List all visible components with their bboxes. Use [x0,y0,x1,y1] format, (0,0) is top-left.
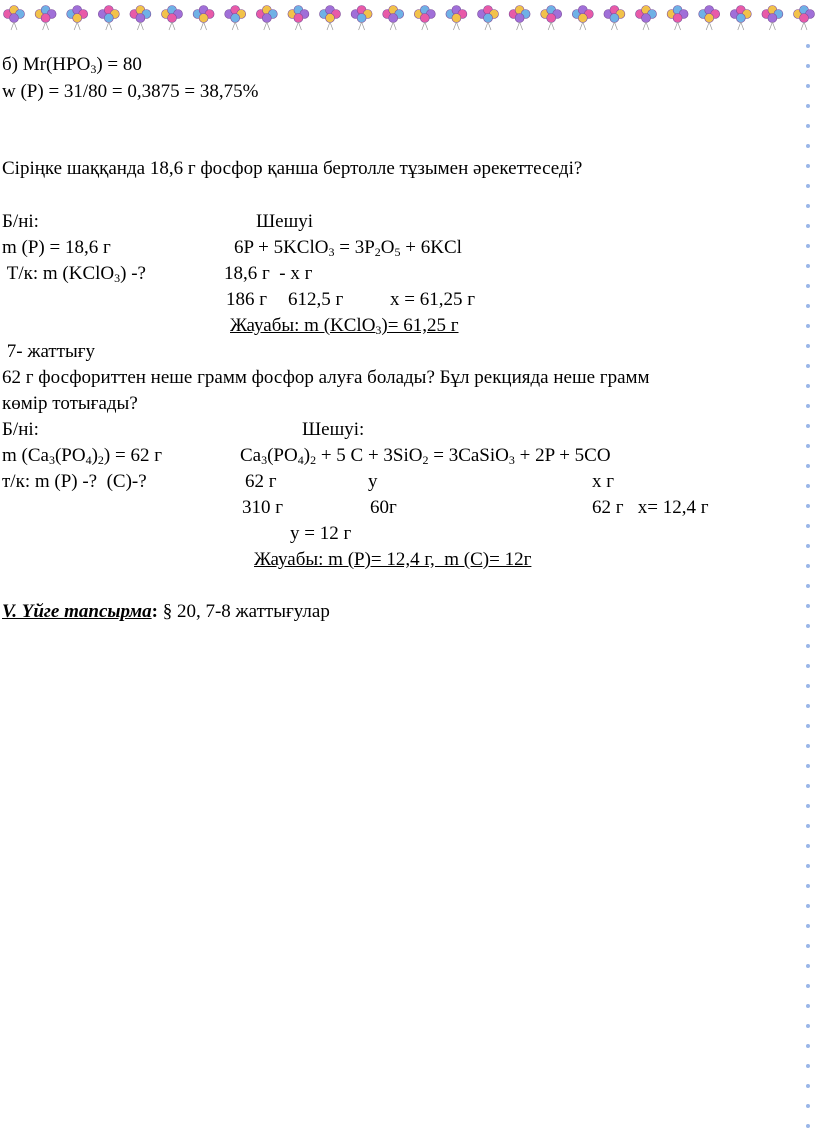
answer-2: Жауабы: m (P)= 12,4 г, m (C)= 12г [254,549,532,570]
calc2-row-1a: 62 г [245,471,277,492]
balloon-icon [351,6,372,31]
dot-icon [806,384,810,388]
dot-icon [806,804,810,808]
dot-icon [806,44,810,48]
dot-icon [806,164,810,168]
reaction-equation-2: $Ca_3(PO_4)_2 + 5$ C + 3SiO$_2$ = 3CaSiO$_3$ + 2P + 5CO [240,445,611,467]
dot-icon [806,264,810,268]
dot-icon [806,104,810,108]
dot-icon [806,1124,810,1128]
balloon-icon [162,6,183,31]
calc-row-2a: 186 г [226,289,268,310]
dot-icon [806,204,810,208]
find-value: Т/к: m (KClO$_3$) -? [2,263,146,285]
problem-2-question-l2: көмір тотығады? [2,393,138,414]
dot-icon [806,564,810,568]
solution-label-2: Шешуі: [302,419,365,440]
balloon-icon [478,6,499,31]
balloon-icon [509,6,530,31]
dot-icon [806,504,810,508]
balloon-icon [794,6,815,31]
balloon-icon [730,6,751,31]
dot-icon [806,704,810,708]
dot-icon [806,84,810,88]
dot-icon [806,1024,810,1028]
dot-icon [806,924,810,928]
balloon-icon [98,6,119,31]
balloon-icon [572,6,593,31]
balloon-icon [193,6,214,31]
balloon-icon [446,6,467,31]
dot-icon [806,144,810,148]
calc-row-2c: х = 61,25 г [390,289,476,310]
dot-icon [806,764,810,768]
balloon-icon [130,6,151,31]
dot-icon [806,824,810,828]
dot-icon [806,424,810,428]
dot-icon [806,604,810,608]
mass-fraction-line: w (P) = 31/80 = 0,3875 = 38,75% [2,81,259,102]
find-value-2: т/к: m (P) -? (C)-? [2,471,147,492]
reaction-equation: 6P + 5KClO$_3$ = $3P_2O_5 + 6KCl$ [234,237,462,259]
balloon-icon [604,6,625,31]
dot-icon [806,684,810,688]
balloon-icon [225,6,246,31]
dot-icon [806,444,810,448]
balloon-icon [256,6,277,31]
dot-icon [806,984,810,988]
dot-icon [806,664,810,668]
dot-icon [806,864,810,868]
given-value-2: m $(Ca_3(PO_4)_2) = 62$ г [2,445,163,467]
given-label-2: Б/ні: [2,419,39,440]
calc-row-1: 18,6 г - х г [224,263,313,284]
dot-icon [806,644,810,648]
dot-icon [806,624,810,628]
dot-icon [806,464,810,468]
calc-row-2b: 612,5 г [288,289,344,310]
dot-icon [806,64,810,68]
balloon-border-icon [0,0,816,40]
dot-icon [806,884,810,888]
balloon-icon [288,6,309,31]
balloon-icon [383,6,404,31]
dot-icon [806,1104,810,1108]
dot-icon [806,224,810,228]
balloon-icon [667,6,688,31]
dot-icon [806,1064,810,1068]
dot-icon [806,1084,810,1088]
solution-label: Шешуі [256,211,314,232]
problem-1-question: Сіріңке шаққанда 18,6 г фосфор қанша бертолле тұзымен әрекеттеседі? [2,158,583,179]
dot-icon [806,944,810,948]
dot-icon [806,904,810,908]
homework-line: V. Үйге тапсырма: § 20, 7-8 жаттығулар [2,601,330,622]
calc2-row-2a: 310 г [242,497,284,518]
dot-icon [806,304,810,308]
dot-icon [806,344,810,348]
homework-label: V. Үйге тапсырма [2,601,152,622]
dot-icon [806,324,810,328]
dot-icon [806,1004,810,1008]
balloon-icon [699,6,720,31]
dot-icon [806,184,810,188]
dot-icon [806,124,810,128]
dot-icon [806,524,810,528]
given-label: Б/ні: [2,211,39,232]
calc2-row-2c: 62 г х= 12,4 г [592,497,709,518]
dot-icon [806,1044,810,1048]
dot-icon [806,244,810,248]
exercise-heading: 7- жаттығу [2,341,96,362]
dotted-border-icon [798,40,816,1136]
balloon-icon [67,6,88,31]
balloon-icon [762,6,783,31]
calc2-row-1c: х г [592,471,615,492]
molar-mass-line: б) $Mr(HPO_3) = 80$ [2,54,142,76]
dot-icon [806,364,810,368]
given-value: m (P) = 18,6 г [2,237,111,258]
balloon-icon [414,6,435,31]
dot-icon [806,724,810,728]
dot-icon [806,544,810,548]
calc2-row-3: у = 12 г [290,523,352,544]
dot-icon [806,844,810,848]
dot-icon [806,484,810,488]
problem-2-question-l1: 62 г фосфориттен неше грамм фосфор алуға болады? Бұл рекцияда неше грамм [2,367,650,388]
dot-icon [806,784,810,788]
dot-icon [806,284,810,288]
dot-icon [806,964,810,968]
calc2-row-2b: 60г [370,497,397,518]
dot-icon [806,744,810,748]
balloon-icon [636,6,657,31]
balloon-icon [541,6,562,31]
balloon-icon [320,6,341,31]
balloon-icon [35,6,56,31]
answer-1: Жауабы: m (KClO$_3$)= 61,25 г [230,315,459,337]
dot-icon [806,404,810,408]
calc2-row-1b: у [368,471,378,492]
balloon-icon [4,6,25,31]
dot-icon [806,584,810,588]
